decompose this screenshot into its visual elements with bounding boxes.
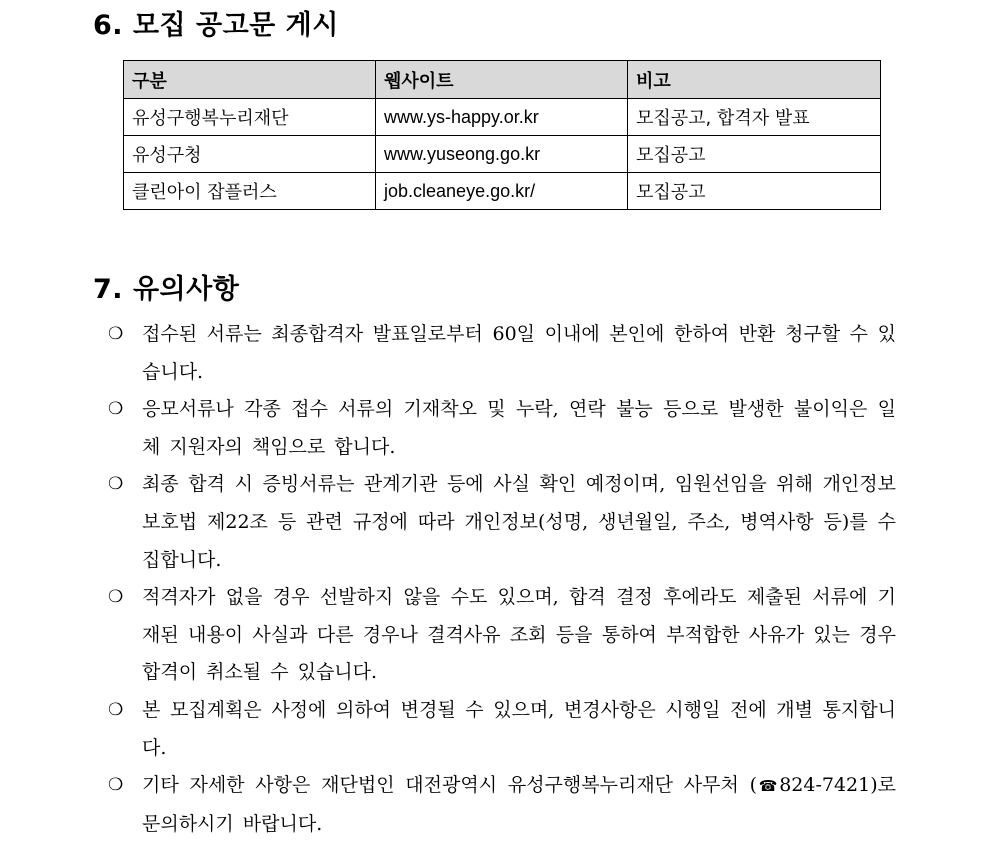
list-item	[108, 579, 896, 692]
table-header-row	[124, 61, 881, 99]
note-text: 응모서류나 각종 접수 서류의 기재착오 및 누락, 연락 불능 등으로 발생한 불이익은 일체 지원자의 책임으로 합니다.	[142, 398, 896, 458]
cell-website: www.ys-happy.or.kr	[376, 99, 628, 136]
cell-website: www.yuseong.go.kr	[376, 136, 628, 173]
note-text-suffix: 824-7421)로 문의하시기 바랍니다.	[142, 774, 896, 835]
circle-bullet-icon: ❍	[108, 587, 124, 608]
table-row	[124, 136, 881, 173]
table-row	[124, 99, 881, 136]
cell-organization: 클린아이 잡플러스	[124, 173, 376, 210]
list-item	[108, 391, 896, 466]
circle-bullet-icon: ❍	[108, 324, 124, 344]
note-text-prefix: 기타 자세한 사항은 재단법인 대전광역시 유성구행복누리재단 사무처 (	[142, 774, 758, 797]
cell-remarks: 모집공고, 합격자 발표	[628, 99, 881, 136]
list-item	[108, 692, 896, 767]
phone-icon: ☎	[757, 777, 780, 796]
circle-bullet-icon: ❍	[108, 399, 124, 420]
cell-website: job.cleaneye.go.kr/	[376, 173, 628, 210]
cell-organization: 유성구청	[124, 136, 376, 173]
recruitment-sites-table	[123, 60, 881, 210]
section-7-title: 7. 유의사항	[93, 274, 240, 305]
note-text: 적격자가 없을 경우 선발하지 않을 수도 있으며, 합격 결정 후에라도 제출된 서류에 기재된 내용이 사실과 다른 경우나 결격사유 조회 등을 통하여 부적합한 사유가 있는 경우 합격이 취소될 수 있습니다.	[142, 586, 896, 684]
note-text: 최종 합격 시 증빙서류는 관계기관 등에 사실 확인 예정이며, 임원선임을 위해 개인정보보호법 제22조 등 관련 규정에 따라 개인정보(성명, 생년월일, 주소, 병역사항 등)를 수집합니다.	[142, 473, 896, 571]
notes-list	[108, 316, 896, 843]
cell-remarks: 모집공고	[628, 136, 881, 173]
column-header-website: 웹사이트	[376, 61, 628, 99]
column-header-category: 구분	[124, 61, 376, 99]
note-text: 본 모집계획은 사정에 의하여 변경될 수 있으며, 변경사항은 시행일 전에 개별 통지합니다.	[142, 698, 896, 759]
circle-bullet-icon: ❍	[108, 775, 124, 796]
list-item	[108, 767, 896, 843]
cell-organization: 유성구행복누리재단	[124, 99, 376, 136]
cell-remarks: 모집공고	[628, 173, 881, 210]
circle-bullet-icon: ❍	[108, 474, 124, 495]
list-item	[108, 466, 896, 579]
note-text: 접수된 서류는 최종합격자 발표일로부터 60일 이내에 본인에 한하여 반환 청구할 수 있습니다.	[142, 323, 896, 383]
section-6-title: 6. 모집 공고문 게시	[93, 10, 339, 41]
column-header-remarks: 비고	[628, 61, 881, 99]
table-row	[124, 173, 881, 210]
list-item	[108, 316, 896, 391]
circle-bullet-icon: ❍	[108, 699, 124, 720]
